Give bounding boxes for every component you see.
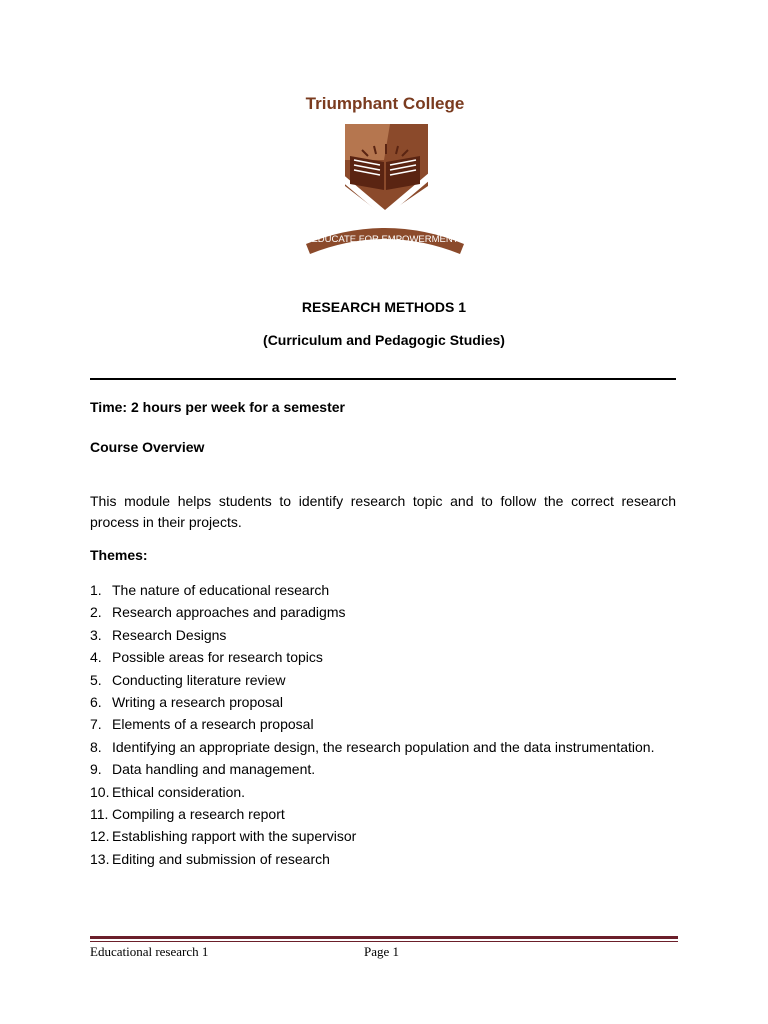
logo-motto: EDUCATE FOR EMPOWERMENT [311,234,459,245]
footer-rule [90,936,678,939]
course-subtitle: (Curriculum and Pedagogic Studies) [263,332,505,348]
theme-text: The nature of educational research [112,582,330,598]
theme-item [90,736,676,758]
theme-number: 13. [90,850,110,867]
theme-number: 7. [90,716,102,733]
theme-text: Conducting literature review [112,671,286,688]
theme-text: Identifying an appropriate design, the research population and the data instrumentation. [112,738,655,755]
theme-text: Data handling and management. [112,761,316,778]
theme-item [90,601,676,623]
theme-item [90,624,676,646]
theme-text: Editing and submission of research [112,850,330,867]
theme-number: 6. [90,694,102,711]
theme-item [90,691,676,713]
theme-number: 1. [90,582,102,598]
theme-item [90,758,676,780]
course-title: RESEARCH METHODS 1 [301,299,467,315]
theme-number: 2. [90,604,102,621]
college-logo [300,94,470,260]
horizontal-rule [90,378,676,380]
themes-heading: Themes: [90,547,148,563]
theme-text: Research approaches and paradigms [112,604,346,621]
theme-number: 10. [90,783,110,800]
theme-text: Writing a research proposal [112,694,283,711]
theme-item [90,579,676,601]
theme-number: 9. [90,761,102,778]
course-time: Time: 2 hours per week for a semester [90,399,345,415]
theme-text: Ethical consideration. [112,783,246,800]
footer-rule-thin [90,941,678,942]
overview-text: This module helps students to identify research topic and to follow the correct research process in their projects. [90,493,676,530]
theme-text: Possible areas for research topics [112,649,323,666]
theme-item [90,803,676,825]
theme-text: Elements of a research proposal [112,716,314,733]
footer-course: Educational research 1 [90,944,209,959]
theme-item [90,713,676,735]
themes-list [90,579,676,870]
theme-item [90,669,676,691]
theme-text: Compiling a research report [112,806,285,823]
theme-number: 3. [90,626,102,643]
theme-item [90,848,676,870]
theme-item [90,825,676,847]
theme-text: Research Designs [112,626,227,643]
theme-number: 8. [90,738,102,755]
theme-number: 11. [90,806,109,823]
theme-item [90,781,676,803]
theme-item [90,646,676,668]
theme-number: 5. [90,671,102,688]
overview-heading: Course Overview [90,439,205,455]
footer-page-number: Page 1 [364,944,400,959]
college-name: Triumphant College [305,94,465,113]
theme-number: 12. [90,828,110,845]
theme-text: Establishing rapport with the supervisor [112,828,357,845]
theme-number: 4. [90,649,102,666]
